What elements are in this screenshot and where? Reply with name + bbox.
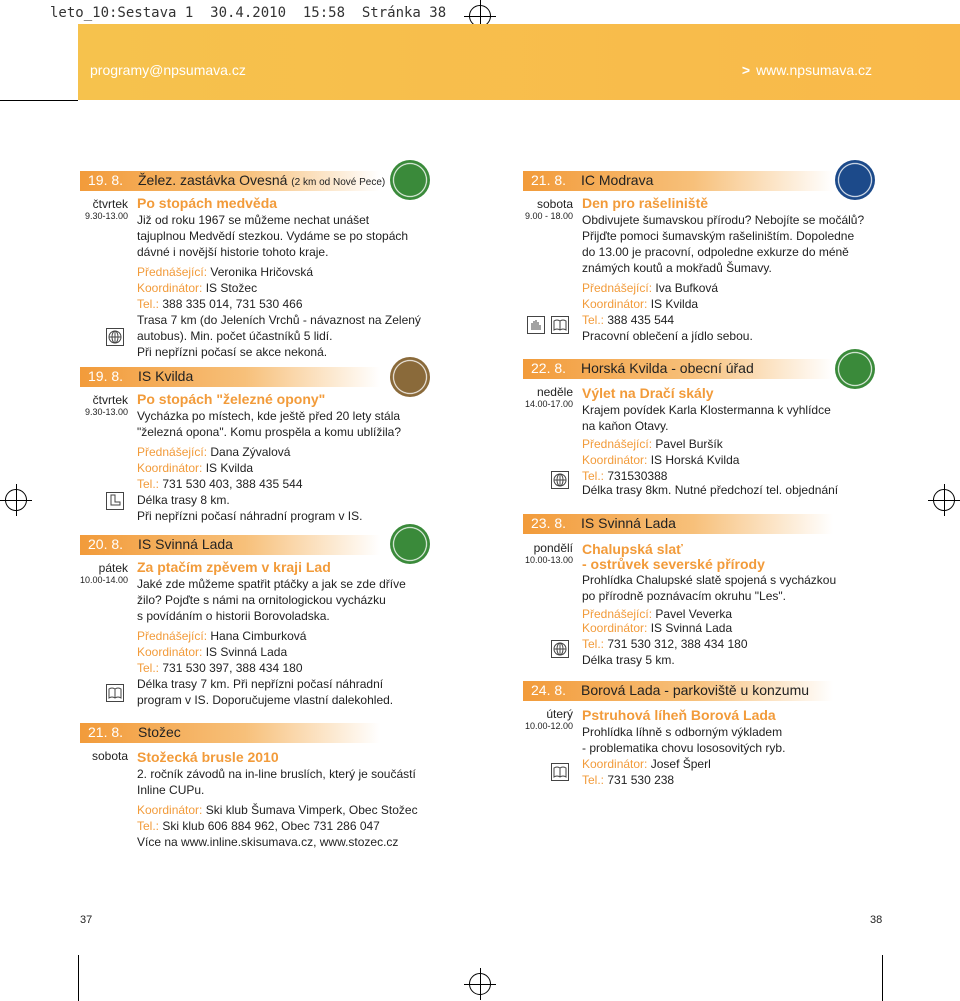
event-tel: Tel.: 731 530 312, 388 434 180 <box>582 637 748 651</box>
event-lecturer: Přednášející: Hana Cimburková <box>137 629 307 643</box>
event-text: Krajem povídek Karla Klostermanna k vyhlídce <box>582 403 831 417</box>
boot-icon <box>106 492 124 510</box>
event-day: sobota <box>536 197 573 211</box>
event-date: 23. 8. <box>531 515 567 531</box>
tree-logo-icon <box>390 524 430 564</box>
event-tel: Tel.: 388 335 014, 731 530 466 <box>137 297 303 311</box>
event-header-bar <box>523 514 833 534</box>
event-text: Jaké zde můžeme spatřit ptáčky a jak se zde dříve <box>137 577 406 591</box>
event-lecturer: Přednášející: Pavel Buršík <box>582 437 723 451</box>
event-place: Horská Kvilda - obecní úřad <box>581 360 754 376</box>
event-time: 10.00-14.00 <box>79 575 128 585</box>
event-text: do 13.00 je pracovní, odpoledne exkurze do méně <box>582 245 849 259</box>
hand-icon <box>527 316 545 334</box>
header-banner <box>78 24 960 100</box>
event-text: po přírodně poznávacím okruhu "Les". <box>582 589 786 603</box>
event-text: Vycházka po místech, kde ještě před 20 lety stála <box>137 409 401 423</box>
event-header-bar <box>80 535 380 555</box>
event-text: známých koutů a mokřadů Šumavy. <box>582 261 772 275</box>
event-date: 19. 8. <box>88 368 124 384</box>
house-logo-icon <box>390 357 430 397</box>
event-date: 22. 8. <box>531 360 567 376</box>
event-time: 14.00-17.00 <box>524 399 573 409</box>
event-lecturer: Přednášející: Pavel Veverka <box>582 607 733 621</box>
event-title: Po stopách "železné opony" <box>137 391 326 407</box>
event-day: úterý <box>546 707 573 721</box>
event-day: pondělí <box>533 541 573 555</box>
event-coordinator: Koordinátor: IS Svinná Lada <box>582 621 733 635</box>
event-time: 10.00-13.00 <box>524 555 573 565</box>
event-coordinator: Koordinátor: Josef Šperl <box>582 757 711 771</box>
arrow-icon: > <box>741 62 751 78</box>
event-tel: Tel.: 731 530 397, 388 434 180 <box>137 661 303 675</box>
event-place: IC Modrava <box>581 172 654 188</box>
event-header-bar <box>80 367 380 387</box>
event-title: Po stopách medvěda <box>137 195 278 211</box>
event-coordinator: Koordinátor: IS Svinná Lada <box>137 645 288 659</box>
event-note: Délka trasy 8 km. <box>137 493 230 507</box>
event-lecturer: Přednášející: Veronika Hričovská <box>137 265 314 279</box>
event-tel: Tel.: 731 530 238 <box>582 773 675 787</box>
water-logo-icon <box>835 160 875 200</box>
event-time: 9.30-13.00 <box>84 211 128 221</box>
event-lecturer: Přednášející: Iva Bufková <box>582 281 719 295</box>
book-icon <box>551 763 569 781</box>
event-tel: Tel.: 731530388 <box>582 469 668 483</box>
event-text: s povídáním o historii Borovoladska. <box>137 609 330 623</box>
event-day: čtvrtek <box>92 197 128 211</box>
event-title: Chalupská slať <box>582 541 683 557</box>
event-place: IS Svinná Lada <box>138 536 233 552</box>
page-number-right: 38 <box>870 914 883 926</box>
event-time: 10.00-12.00 <box>524 721 573 731</box>
event-text: Již od roku 1967 se můžeme nechat unášet <box>137 213 370 227</box>
book-icon <box>106 684 124 702</box>
page-number-left: 37 <box>80 914 93 926</box>
globe-icon <box>106 328 124 346</box>
crop-line <box>882 955 883 1001</box>
event-tel: Tel.: 388 435 544 <box>582 313 675 327</box>
email-link[interactable]: programy@npsumava.cz <box>90 62 246 78</box>
leaf-logo-icon <box>835 349 875 389</box>
event-day: sobota <box>91 749 128 763</box>
crop-line <box>0 100 78 101</box>
event-title: Stožecká brusle 2010 <box>137 749 279 765</box>
event-note: Délka trasy 5 km. <box>582 653 675 667</box>
event-header-bar <box>80 723 380 743</box>
event-text: Přijďte pomoci šumavským rašeliništím. Dopoledne <box>582 229 855 243</box>
event-note: Pracovní oblečení a jídlo sebou. <box>582 329 753 343</box>
event-text: "železná opona". Komu prospěla a komu ublížila? <box>137 425 402 439</box>
event-place: Želez. zastávka Ovesná (2 km od Nové Pece) <box>138 172 386 188</box>
globe-icon <box>551 640 569 658</box>
event-text: Prohlídka líhně s odborným výkladem <box>582 725 783 739</box>
event-place: Stožec <box>138 724 181 740</box>
event-header-bar <box>523 359 833 379</box>
event-title: Pstruhová líheň Borová Lada <box>582 707 776 723</box>
event-subtitle: - ostrůvek severské přírody <box>582 556 765 572</box>
event-note: program v IS. Doporučujeme vlastní dalekohled. <box>137 693 394 707</box>
event-text: Obdivujete šumavskou přírodu? Nebojíte se močálů? <box>582 213 865 227</box>
event-place: Borová Lada - parkoviště u konzumu <box>581 682 810 698</box>
event-header-bar <box>523 681 833 701</box>
event-text: - problematika chovu lososovitých ryb. <box>582 741 786 755</box>
event-date: 20. 8. <box>88 536 124 552</box>
event-date: 21. 8. <box>531 172 567 188</box>
event-day: čtvrtek <box>92 393 128 407</box>
event-note: autobus). Min. počet účastníků 5 lidí. <box>137 329 333 343</box>
event-header-bar <box>523 171 833 191</box>
event-coordinator: Koordinátor: IS Horská Kvilda <box>582 453 740 467</box>
event-coordinator: Koordinátor: IS Kvilda <box>137 461 254 475</box>
event-text: dávné i novější historie tohoto kraje. <box>137 245 329 259</box>
event-text: Prohlídka Chalupské slatě spojená s vycházkou <box>582 573 837 587</box>
book-icon <box>551 316 569 334</box>
event-place: IS Svinná Lada <box>581 515 676 531</box>
event-title: Výlet na Dračí skály <box>582 385 714 401</box>
event-day: pátek <box>98 561 128 575</box>
event-text: na kaňon Otavy. <box>582 419 669 433</box>
event-text: Inline CUPu. <box>137 783 205 797</box>
crop-line <box>78 955 79 1001</box>
event-title: Za ptačím zpěvem v kraji Lad <box>137 559 331 575</box>
event-coordinator: Koordinátor: Ski klub Šumava Vimperk, Obec Stožec <box>137 803 418 817</box>
event-time: 9.30-13.00 <box>84 407 128 417</box>
event-tel: Tel.: 731 530 403, 388 435 544 <box>137 477 303 491</box>
event-note: Více na www.inline.skisumava.cz, www.stozec.cz <box>137 835 399 849</box>
event-title: Den pro rašeliniště <box>582 195 709 211</box>
event-coordinator: Koordinátor: IS Stožec <box>137 281 258 295</box>
web-text: www.npsumava.cz <box>756 62 872 78</box>
slug-text: leto_10:Sestava 1 30.4.2010 15:58 Stránka 38 <box>50 5 447 21</box>
leaf-logo-icon <box>390 160 430 200</box>
event-text: tajuplnou Medvědí stezkou. Vydáme se po stopách <box>137 229 409 243</box>
event-time: 9.00 - 18.00 <box>524 211 573 221</box>
event-date: 24. 8. <box>531 682 567 698</box>
event-place: IS Kvilda <box>138 368 194 384</box>
event-lecturer: Přednášející: Dana Zývalová <box>137 445 291 459</box>
event-note: Délka trasy 8km. Nutné předchozí tel. objednání <box>582 483 839 497</box>
event-coordinator: Koordinátor: IS Kvilda <box>582 297 699 311</box>
event-note: Při nepřízni počasí náhradní program v IS. <box>137 509 363 523</box>
event-note: Délka trasy 7 km. Při nepřízni počasí náhradní <box>137 677 384 691</box>
event-text: žilo? Pojďte s námi na ornitologickou vycházku <box>137 593 386 607</box>
event-tel: Tel.: Ski klub 606 884 962, Obec 731 286 047 <box>137 819 380 833</box>
event-date: 19. 8. <box>88 172 124 188</box>
globe-icon <box>551 471 569 489</box>
event-header-bar <box>80 171 386 191</box>
event-text: 2. ročník závodů na in-line bruslích, který je součástí <box>137 767 416 781</box>
event-date: 21. 8. <box>88 724 124 740</box>
event-note: Trasa 7 km (do Jeleních Vrchů - návaznost na Zelený <box>137 313 421 327</box>
event-note: Při nepřízni počasí se akce nekoná. <box>137 345 328 359</box>
event-day: neděle <box>536 385 573 399</box>
web-link[interactable] <box>742 62 872 78</box>
